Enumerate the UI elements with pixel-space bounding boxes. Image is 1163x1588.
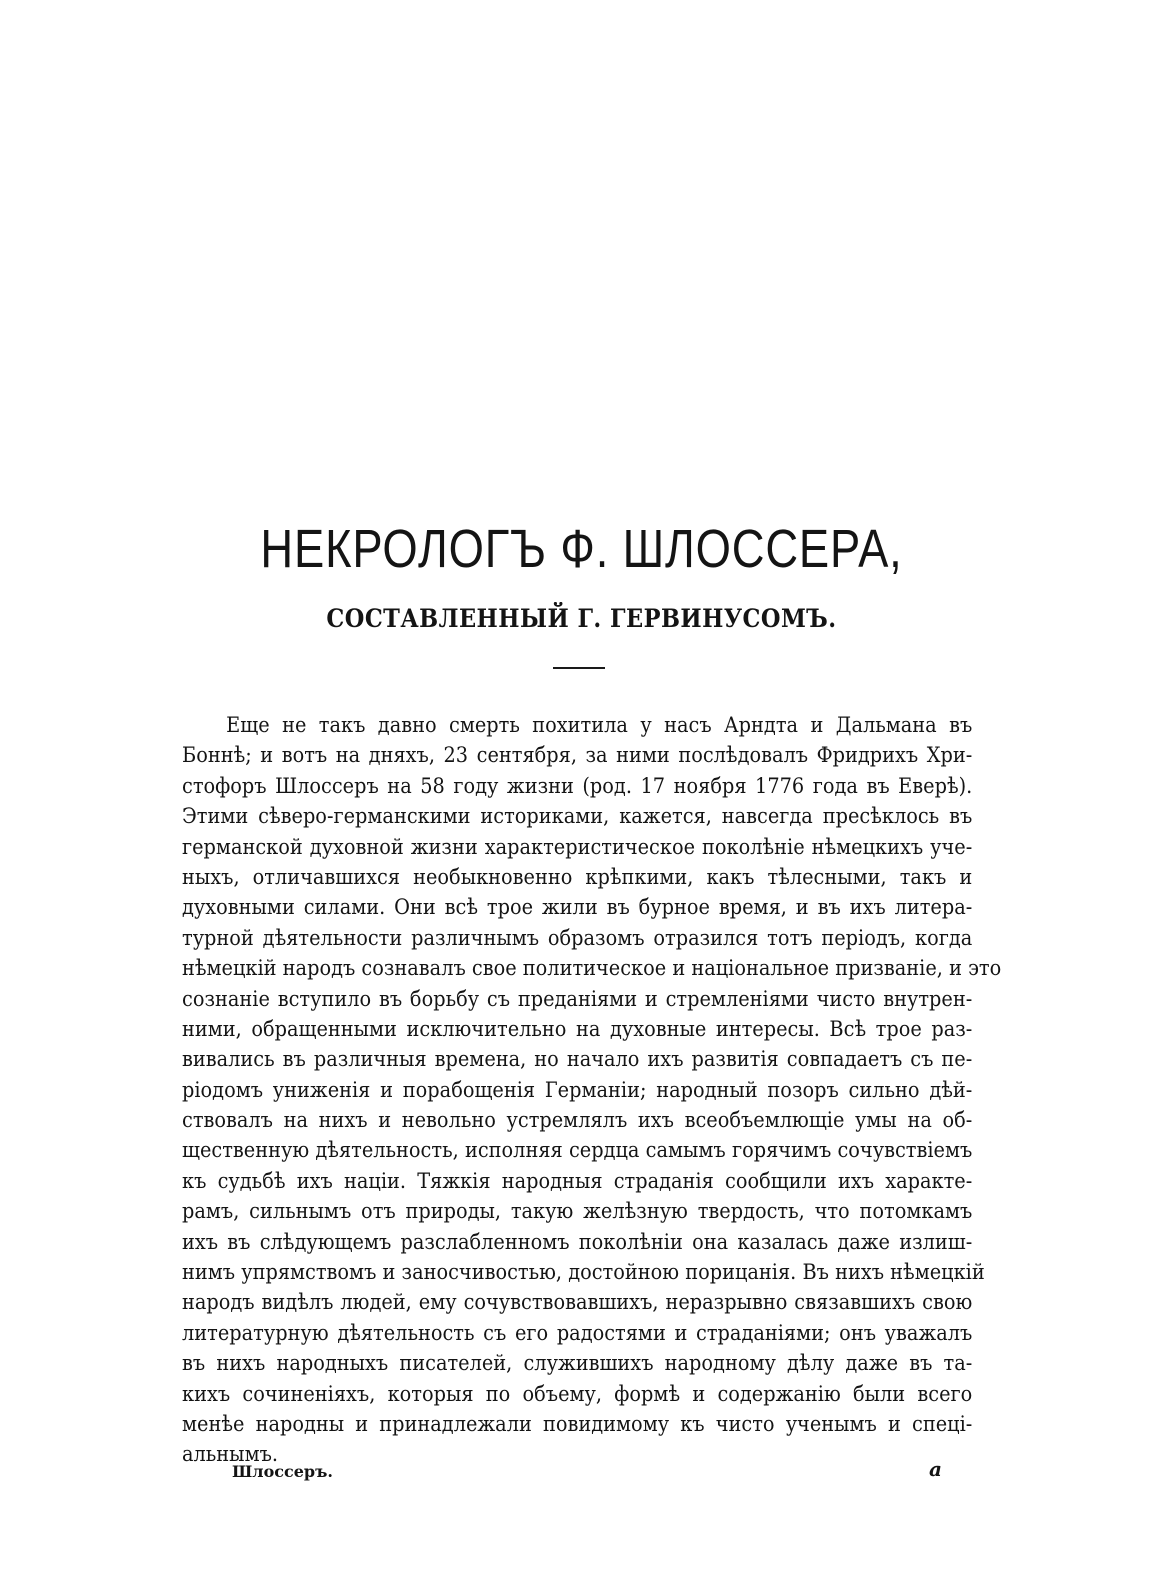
text-line: щественную дѣятельность, исполняя сердца самымъ горячимъ сочувствіемъ (182, 1138, 973, 1163)
text-line: стофоръ Шлоссеръ на 58 году жизни (род. 17 ноября 1776 года въ Еверѣ). (182, 773, 973, 798)
text-line: къ судьбѣ ихъ націи. Тяжкія народныя страданія сообщили ихъ характе- (182, 1168, 973, 1193)
text-line: менѣе народны и принадлежали повидимому къ чисто ученымъ и спеці- (182, 1411, 973, 1436)
text-line: ихъ въ слѣдующемъ разслабленномъ поколѣніи она казалась даже излиш- (182, 1229, 973, 1254)
text-line: ріодомъ униженія и порабощенія Германіи; народный позоръ сильно дѣй- (182, 1077, 973, 1102)
text-line: духовными силами. Они всѣ трое жили въ бурное время, и въ ихъ литера- (182, 895, 973, 920)
page-title: НЕКРОЛОГЪ Ф. ШЛОССЕРА, (260, 519, 903, 579)
text-line: литературную дѣятельность съ его радостями и страданіями; онъ уважалъ (182, 1320, 973, 1345)
text-line: турной дѣятельности различнымъ образомъ отразился тотъ періодъ, когда (182, 925, 973, 950)
text-line: въ нихъ народныхъ писателей, служившихъ народному дѣлу даже въ та- (182, 1351, 973, 1376)
text-line: ствовалъ на нихъ и невольно устремлялъ ихъ всеобъемлющіе умы на об- (182, 1108, 973, 1133)
running-footer: Шлоссеръ. (232, 1462, 333, 1481)
text-line: Боннѣ; и вотъ на дняхъ, 23 сентября, за ними послѣдовалъ Фридрихъ Хри- (182, 743, 973, 768)
text-line: альнымъ. (182, 1442, 279, 1467)
text-line: народъ видѣлъ людей, ему сочувствовавшихъ, неразрывно связавшихъ свою (182, 1290, 973, 1315)
page-subtitle: СОСТАВЛЕННЫЙ Г. ГЕРВИНУСОМЪ. (326, 604, 837, 633)
signature-mark: a (929, 1457, 942, 1481)
text-line: нимъ упрямствомъ и заносчивостью, достойною порицанія. Въ нихъ нѣмецкій (182, 1260, 985, 1285)
text-line: сознаніе вступило въ борьбу съ преданіями и стремленіями чисто внутрен- (182, 986, 973, 1011)
text-line: рамъ, сильнымъ отъ природы, такую желѣзную твердость, что потомкамъ (182, 1199, 973, 1224)
text-line: кихъ сочиненіяхъ, которыя по объему, формѣ и содержанію были всего (182, 1381, 973, 1406)
text-line: ними, обращенными исключительно на духовные интересы. Всѣ трое раз- (182, 1016, 973, 1041)
text-line: германской духовной жизни характеристическое поколѣніе нѣмецкихъ уче- (182, 834, 973, 859)
text-line: ныхъ, отличавшихся необыкновенно крѣпкими, какъ тѣлесными, такъ и (182, 864, 973, 889)
text-line: Этими сѣверо-германскими историками, кажется, навсегда пресѣклось въ (182, 804, 973, 829)
text-line: нѣмецкій народъ сознавалъ свое политическое и національное призваніе, и это (182, 956, 1002, 981)
title-divider (553, 667, 605, 669)
body-text (182, 710, 1002, 1470)
text-line: Еще не такъ давно смерть похитила у насъ Арндта и Дальмана въ (226, 713, 973, 737)
text-line: вивались въ различныя времена, но начало ихъ развитія совпадаетъ съ пе- (182, 1047, 973, 1072)
